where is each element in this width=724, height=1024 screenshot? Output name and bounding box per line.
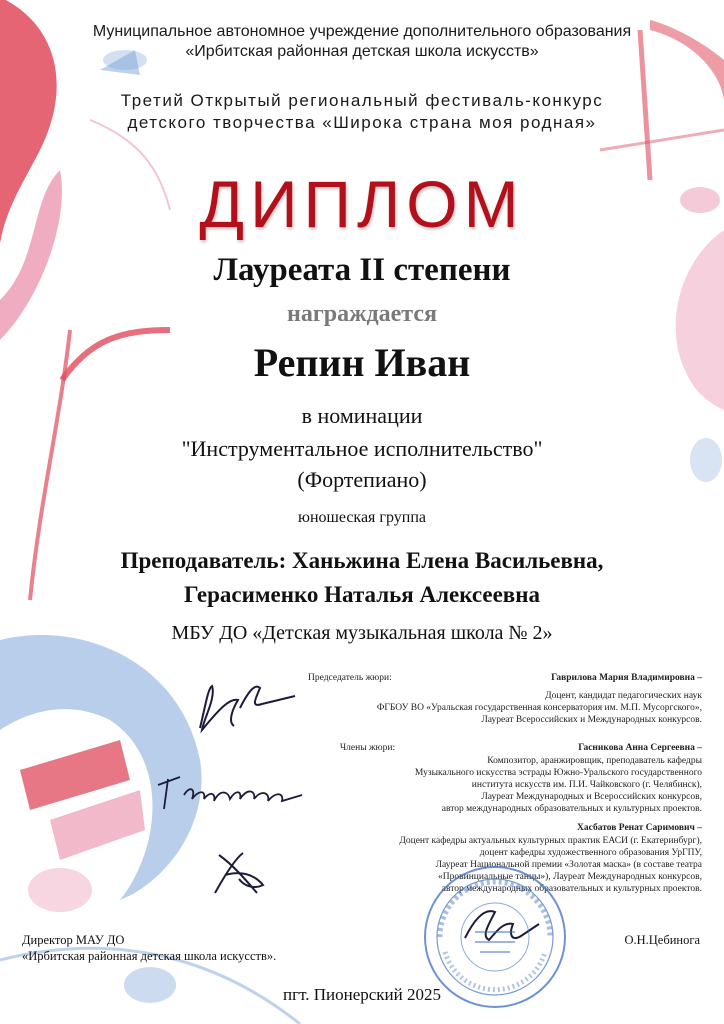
jury-member1-desc-line: автор международных образовательных и культурных проектов.: [441, 804, 702, 814]
signature-member1: [150, 765, 310, 815]
nomination-intro: в номинации: [301, 403, 423, 428]
nomination-name: "Инструментальное исполнительство": [181, 436, 543, 461]
jury-member2-name: Хасбатов Ренат Саримович –: [577, 823, 702, 833]
jury-chair-description: [377, 690, 702, 726]
jury-chair-name: Гаврилова Мария Владимировна –: [551, 673, 702, 683]
diploma-title: ДИПЛОМ: [199, 167, 525, 241]
signature-member2: [205, 845, 275, 905]
organization-line-2: «Ирбитская районная детская школа искусств»: [185, 43, 539, 60]
jury-members-label: Члены жюри:: [340, 743, 396, 753]
festival-line-1: Третий Открытый региональный фестиваль-конкурс: [120, 91, 604, 110]
teacher-line-2: Герасименко Наталья Алексеевна: [184, 582, 540, 607]
jury-member1-desc-line: Музыкального искусства эстрады Южно-Уральского государственного: [414, 768, 702, 778]
jury-member1-name: Гасникова Анна Сергеевна –: [578, 743, 702, 753]
jury-chair-desc-line: ФГБОУ ВО «Уральская государственная консерватория им. М.П. Мусоргского»,: [376, 703, 702, 713]
jury-member1-description: [415, 755, 702, 815]
signature-chair: [190, 678, 300, 738]
organization-line-1: Муниципальное автономное учреждение дополнительного образования: [92, 23, 632, 40]
director-title: [22, 932, 276, 964]
jury-member2-desc-line: Лауреат Национальной премии «Золотая маска» (в составе театра: [435, 860, 702, 870]
jury-chair-label: Председатель жюри:: [308, 673, 392, 683]
teacher-line-1: Преподаватель: Ханьжина Елена Васильевна,: [120, 548, 604, 573]
director-line-2: «Ирбитская районная детская школа искусств».: [22, 949, 277, 963]
age-group: юношеская группа: [297, 509, 426, 526]
note-flag-red: [50, 790, 145, 860]
jury-member2-desc-line: Доцент кафедры актуальных культурных практик ЕАСИ (г. Екатеринбург),: [399, 836, 702, 846]
city-year: пгт. Пионерский 2025: [283, 985, 441, 1004]
note-head: [28, 868, 92, 912]
jury-member1-desc-line: Композитор, аранжировщик, преподаватель кафедры: [487, 756, 702, 766]
festival-name: [0, 90, 724, 134]
instrument: (Фортепиано): [297, 467, 427, 492]
jury-member2-desc-line: доцент кафедры художественного образования УрГПУ,: [479, 848, 702, 858]
director-line-1: Директор МАУ ДО: [22, 933, 125, 947]
jury-chair-desc-line: Лауреат Всероссийских и Международных конкурсов.: [481, 715, 702, 725]
jury-member1-desc-line: Лауреат Международных и Всероссийских конкурсов,: [481, 792, 702, 802]
director-name: О.Н.Цебинога: [624, 933, 700, 947]
jury-member1-desc-line: института искусств им. П.И. Чайковского (г. Челябинск),: [471, 780, 702, 790]
jury-member2-desc-line: автор международных образовательных и культурных проектов.: [441, 884, 702, 894]
award-degree: Лауреата II степени: [213, 252, 511, 288]
jury-chair-desc-line: Доцент, кандидат педагогических наук: [545, 691, 702, 701]
festival-line-2: детского творчества «Широка страна моя родная»: [127, 113, 597, 132]
recipient-name: Репин Иван: [253, 340, 471, 385]
organization-name: [0, 22, 724, 62]
jury-member2-desc-line: «Провинциальные танцы»), Лауреат Международных конкурсов,: [438, 872, 702, 882]
school-name: МБУ ДО «Детская музыкальная школа № 2»: [171, 622, 553, 644]
awarded-label: награждается: [287, 301, 437, 327]
